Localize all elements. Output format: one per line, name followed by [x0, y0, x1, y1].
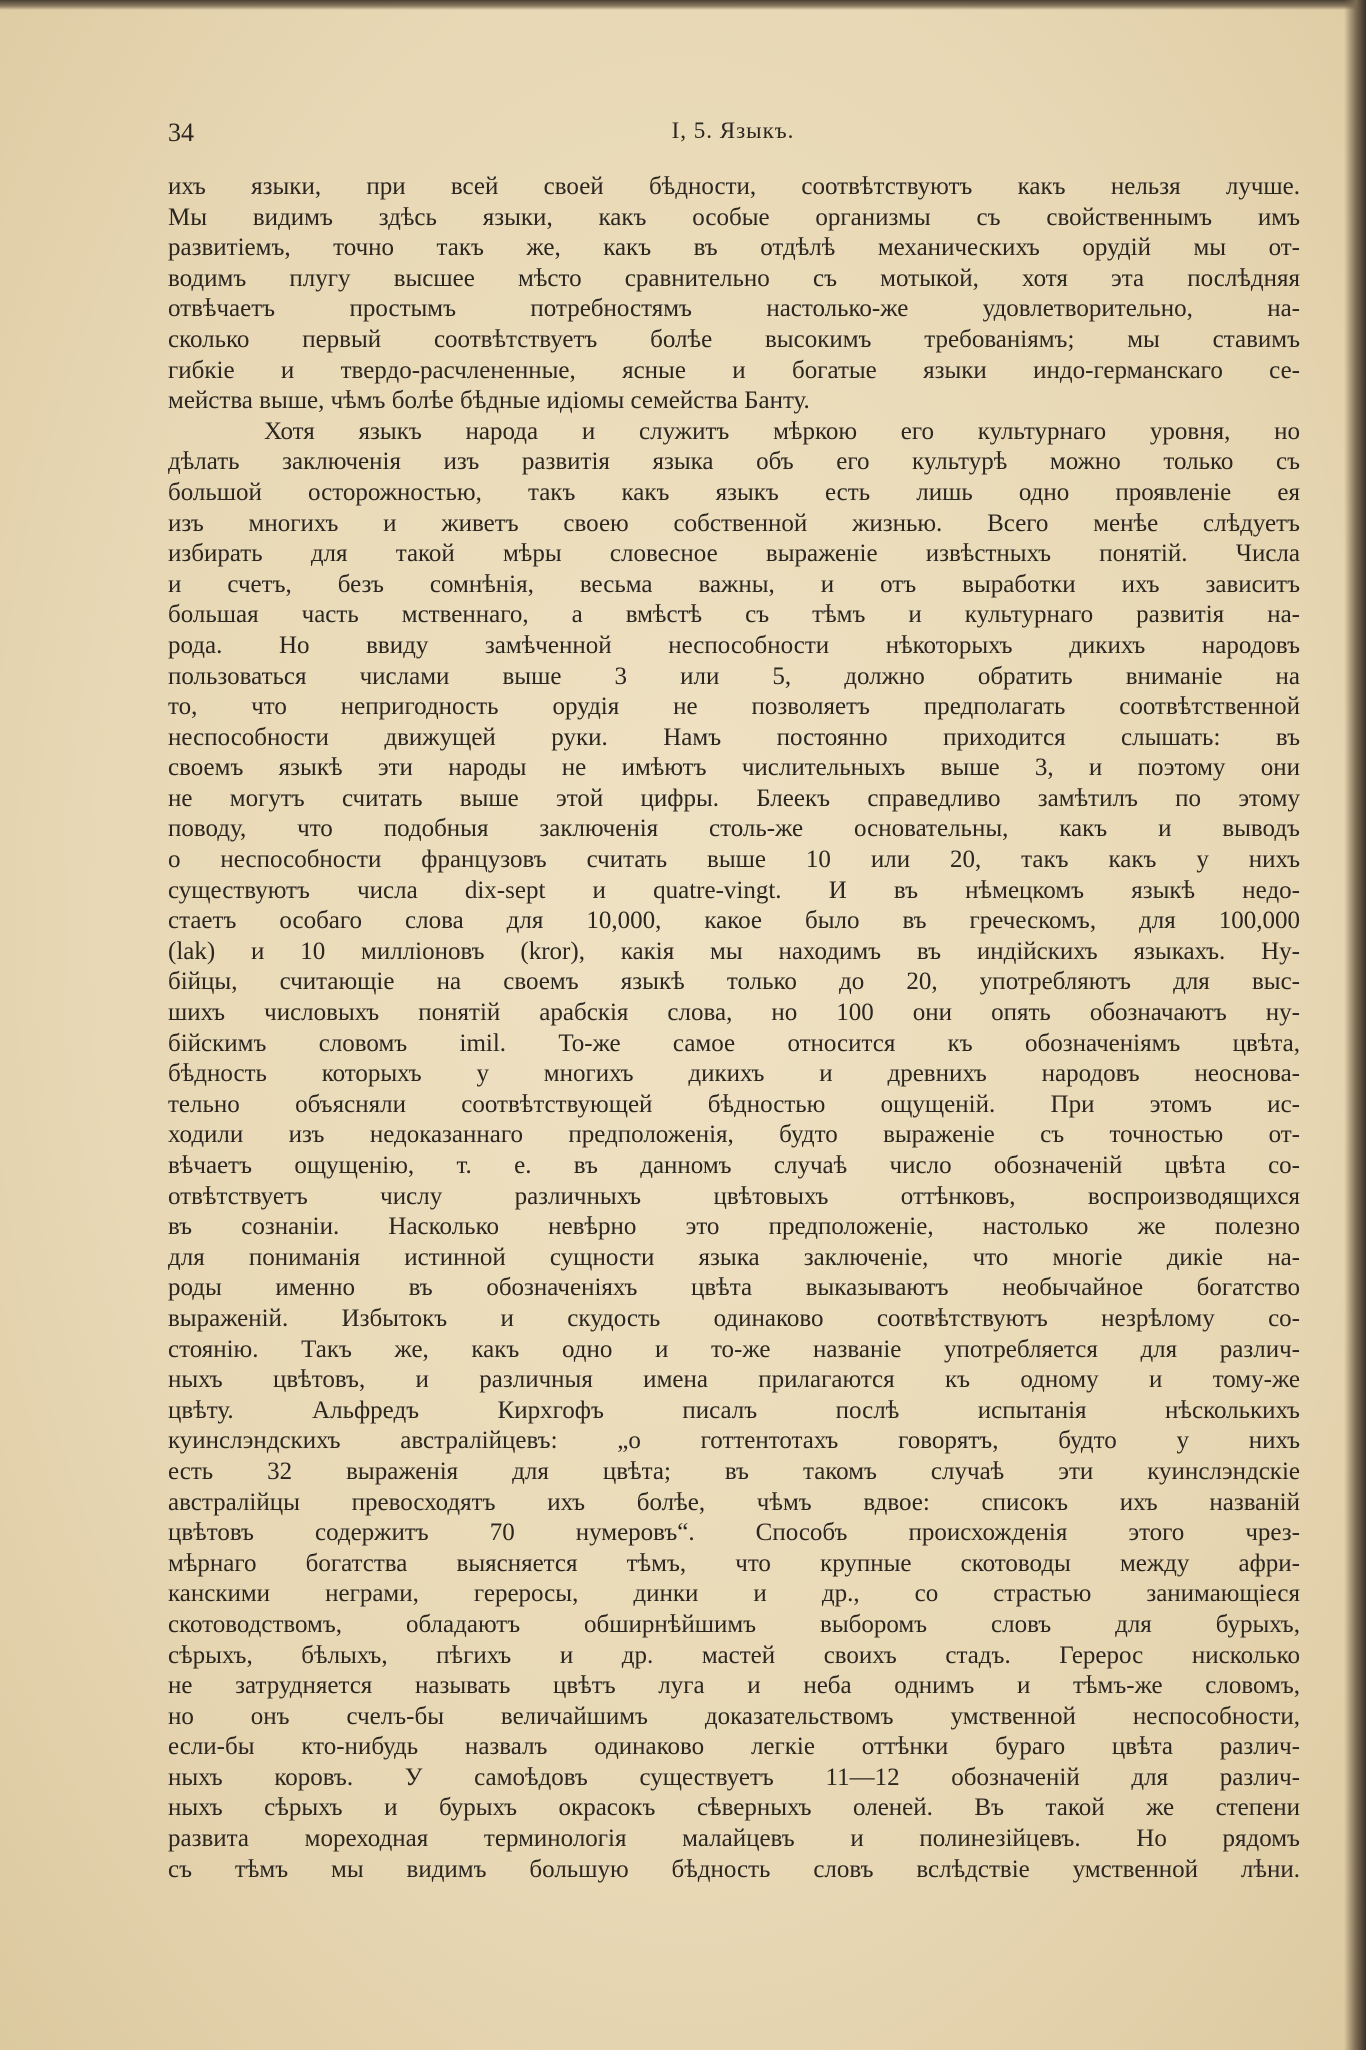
running-head: I, 5. Языкъ.: [671, 118, 795, 143]
text-line: ходили изъ недоказаннаго предположенія, будто выраженіе съ точностью от-: [168, 1121, 1300, 1149]
text-line: бійскимъ словомъ imil. То-же самое относится къ обозначеніямъ цвѣта,: [168, 1029, 1300, 1057]
text-line: куинслэндскихъ австралійцевъ: „о готтентотахъ говорятъ, будто у нихъ: [168, 1427, 1300, 1455]
text-line: большой осторожностью, такъ какъ языкъ есть лишь одно проявленіе ея: [168, 478, 1300, 506]
text-line: о неспособности французовъ считать выше 10 или 20, такъ какъ у нихъ: [168, 846, 1300, 874]
text-line: (lak) и 10 милліоновъ (kror), какія мы находимъ въ индійскихъ языкахъ. Ну-: [168, 937, 1300, 965]
text-line: въ сознаніи. Насколько невѣрно это предположеніе, настолько же полезно: [168, 1213, 1300, 1241]
text-line: есть 32 выраженія для цвѣта; въ такомъ случаѣ эти куинслэндскіе: [168, 1457, 1300, 1485]
text-line: отвѣтствуетъ числу различныхъ цвѣтовыхъ оттѣнковъ, воспроизводящихся: [168, 1182, 1300, 1210]
text-line: то, что непригодность орудія не позволяетъ предполагать соотвѣтственной: [168, 693, 1300, 721]
page-right-edge: [1344, 0, 1366, 2050]
text-line: развитіемъ, точно такъ же, какъ въ отдѣлѣ механическихъ орудій мы от-: [168, 234, 1300, 262]
text-line: ныхъ цвѣтовъ, и различныя имена прилагаются къ одному и тому-же: [168, 1366, 1300, 1394]
text-line: большая часть мственнаго, а вмѣстѣ съ тѣмъ и культурнаго развитія на-: [168, 601, 1300, 629]
text-line: стаетъ особаго слова для 10,000, какое было въ греческомъ, для 100,000: [168, 907, 1300, 935]
text-line: пользоваться числами выше 3 или 5, должно обратить вниманіе на: [168, 662, 1300, 690]
text-line: рода. Но ввиду замѣченной неспособности нѣкоторыхъ дикихъ народовъ: [168, 631, 1300, 659]
page-header: [168, 118, 1298, 154]
text-line: не затрудняется называть цвѣтъ луга и неба однимъ и тѣмъ-же словомъ,: [168, 1672, 1300, 1700]
text-line: существуютъ числа dix-sept и quatre-vingt. И въ нѣмецкомъ языкѣ недо-: [168, 876, 1300, 904]
text-line: канскими неграми, гереросы, динки и др., со страстью занимающіеся: [168, 1580, 1300, 1608]
text-line: ихъ языки, при всей своей бѣдности, соотвѣтствуютъ какъ нельзя лучше.: [168, 173, 1300, 200]
text-line: изъ многихъ и живетъ своею собственной жизнью. Всего менѣе слѣдуетъ: [168, 509, 1300, 537]
text-line: цвѣтовъ содержитъ 70 нумеровъ“. Способъ происхожденія этого чрез-: [168, 1519, 1300, 1547]
text-line: поводу, что подобныя заключенія столь-же основательны, какъ и выводъ: [168, 815, 1300, 843]
text-line: неспособности движущей руки. Намъ постоянно приходится слышать: въ: [168, 723, 1300, 751]
text-line: мейства выше, чѣмъ болѣе бѣдные идіомы семейства Банту.: [168, 387, 810, 415]
text-line: ныхъ коровъ. У самоѣдовъ существуетъ 11—12 обозначеній для различ-: [168, 1763, 1300, 1791]
text-line: роды именно въ обозначеніяхъ цвѣта выказываютъ необычайное богатство: [168, 1274, 1300, 1302]
text-line: сѣрыхъ, бѣлыхъ, пѣгихъ и др. мастей своихъ стадъ. Герерос нисколько: [168, 1641, 1300, 1669]
text-line: тельно объясняли соотвѣтствующей бѣдностью ощущеній. При этомъ ис-: [168, 1090, 1300, 1118]
text-line: бѣдность которыхъ у многихъ дикихъ и древнихъ народовъ неоснова-: [168, 1060, 1300, 1088]
text-line: и счетъ, безъ сомнѣнія, весьма важны, и отъ выработки ихъ зависитъ: [168, 570, 1300, 598]
text-line: съ тѣмъ мы видимъ большую бѣдность словъ вслѣдствіе умственной лѣни.: [168, 1855, 1300, 1883]
text-line: ныхъ сѣрыхъ и бурыхъ окрасокъ сѣверныхъ оленей. Въ такой же степени: [168, 1794, 1300, 1822]
text-line: мѣрнаго богатства выясняется тѣмъ, что крупные скотоводы между афри-: [168, 1549, 1300, 1577]
text-line: бійцы, считающіе на своемъ языкѣ только до 20, употребляютъ для выс-: [168, 968, 1300, 996]
page-top-edge: [0, 0, 1366, 10]
body-text: [168, 172, 1300, 1885]
text-line: выраженій. Избытокъ и скудость одинаково соотвѣтствуютъ незрѣлому со-: [168, 1304, 1300, 1332]
text-line: шихъ числовыхъ понятій арабскія слова, но 100 они опять обозначаютъ ну-: [168, 999, 1300, 1027]
text-line: но онъ счелъ-бы величайшимъ доказательствомъ умственной неспособности,: [168, 1702, 1300, 1730]
text-line: вѣчаетъ ощущенію, т. е. въ данномъ случаѣ число обозначеній цвѣта со-: [168, 1152, 1300, 1179]
text-line: не могутъ считать выше этой цифры. Блеекъ справедливо замѣтилъ по этому: [168, 784, 1300, 812]
text-line: если-бы кто-нибудь назвалъ одинаково легкіе оттѣнки бураго цвѣта различ-: [168, 1733, 1300, 1761]
page-number: 34: [168, 118, 194, 147]
text-line: Мы видимъ здѣсь языки, какъ особые организмы съ свойственнымъ имъ: [168, 203, 1300, 231]
text-line: дѣлать заключенія изъ развитія языка объ его культурѣ можно только съ: [168, 448, 1300, 476]
text-line: развита мореходная терминологія малайцевъ и полинезійцевъ. Но рядомъ: [168, 1825, 1300, 1853]
text-line: сколько первый соотвѣтствуетъ болѣе высокимъ требованіямъ; мы ставимъ: [168, 325, 1300, 353]
text-line: избирать для такой мѣры словесное выраженіе извѣстныхъ понятій. Числа: [168, 540, 1300, 568]
text-line: стоянію. Такъ же, какъ одно и то-же названіе употребляется для различ-: [168, 1335, 1300, 1363]
text-line: скотоводствомъ, обладаютъ обширнѣйшимъ выборомъ словъ для бурыхъ,: [168, 1610, 1300, 1638]
text-line: своемъ языкѣ эти народы не имѣютъ числительныхъ выше 3, и поэтому они: [168, 754, 1300, 782]
text-line: цвѣту. Альфредъ Кирхгофъ писалъ послѣ испытанія нѣсколькихъ: [168, 1396, 1300, 1424]
text-line: отвѣчаетъ простымъ потребностямъ настолько-же удовлетворительно, на-: [168, 295, 1300, 323]
text-line: гибкіе и твердо-расчлененные, ясные и богатые языки индо-германскаго се-: [168, 356, 1300, 384]
text-line: водимъ плугу высшее мѣсто сравнительно съ мотыкой, хотя эта послѣдняя: [168, 264, 1300, 292]
text-line: Хотя языкъ народа и служитъ мѣркою его культурнаго уровня, но: [264, 417, 1300, 445]
text-line: австралійцы превосходятъ ихъ болѣе, чѣмъ вдвое: списокъ ихъ названій: [168, 1488, 1300, 1516]
text-line: для пониманія истинной сущности языка заключеніе, что многіе дикіе на-: [168, 1243, 1300, 1271]
